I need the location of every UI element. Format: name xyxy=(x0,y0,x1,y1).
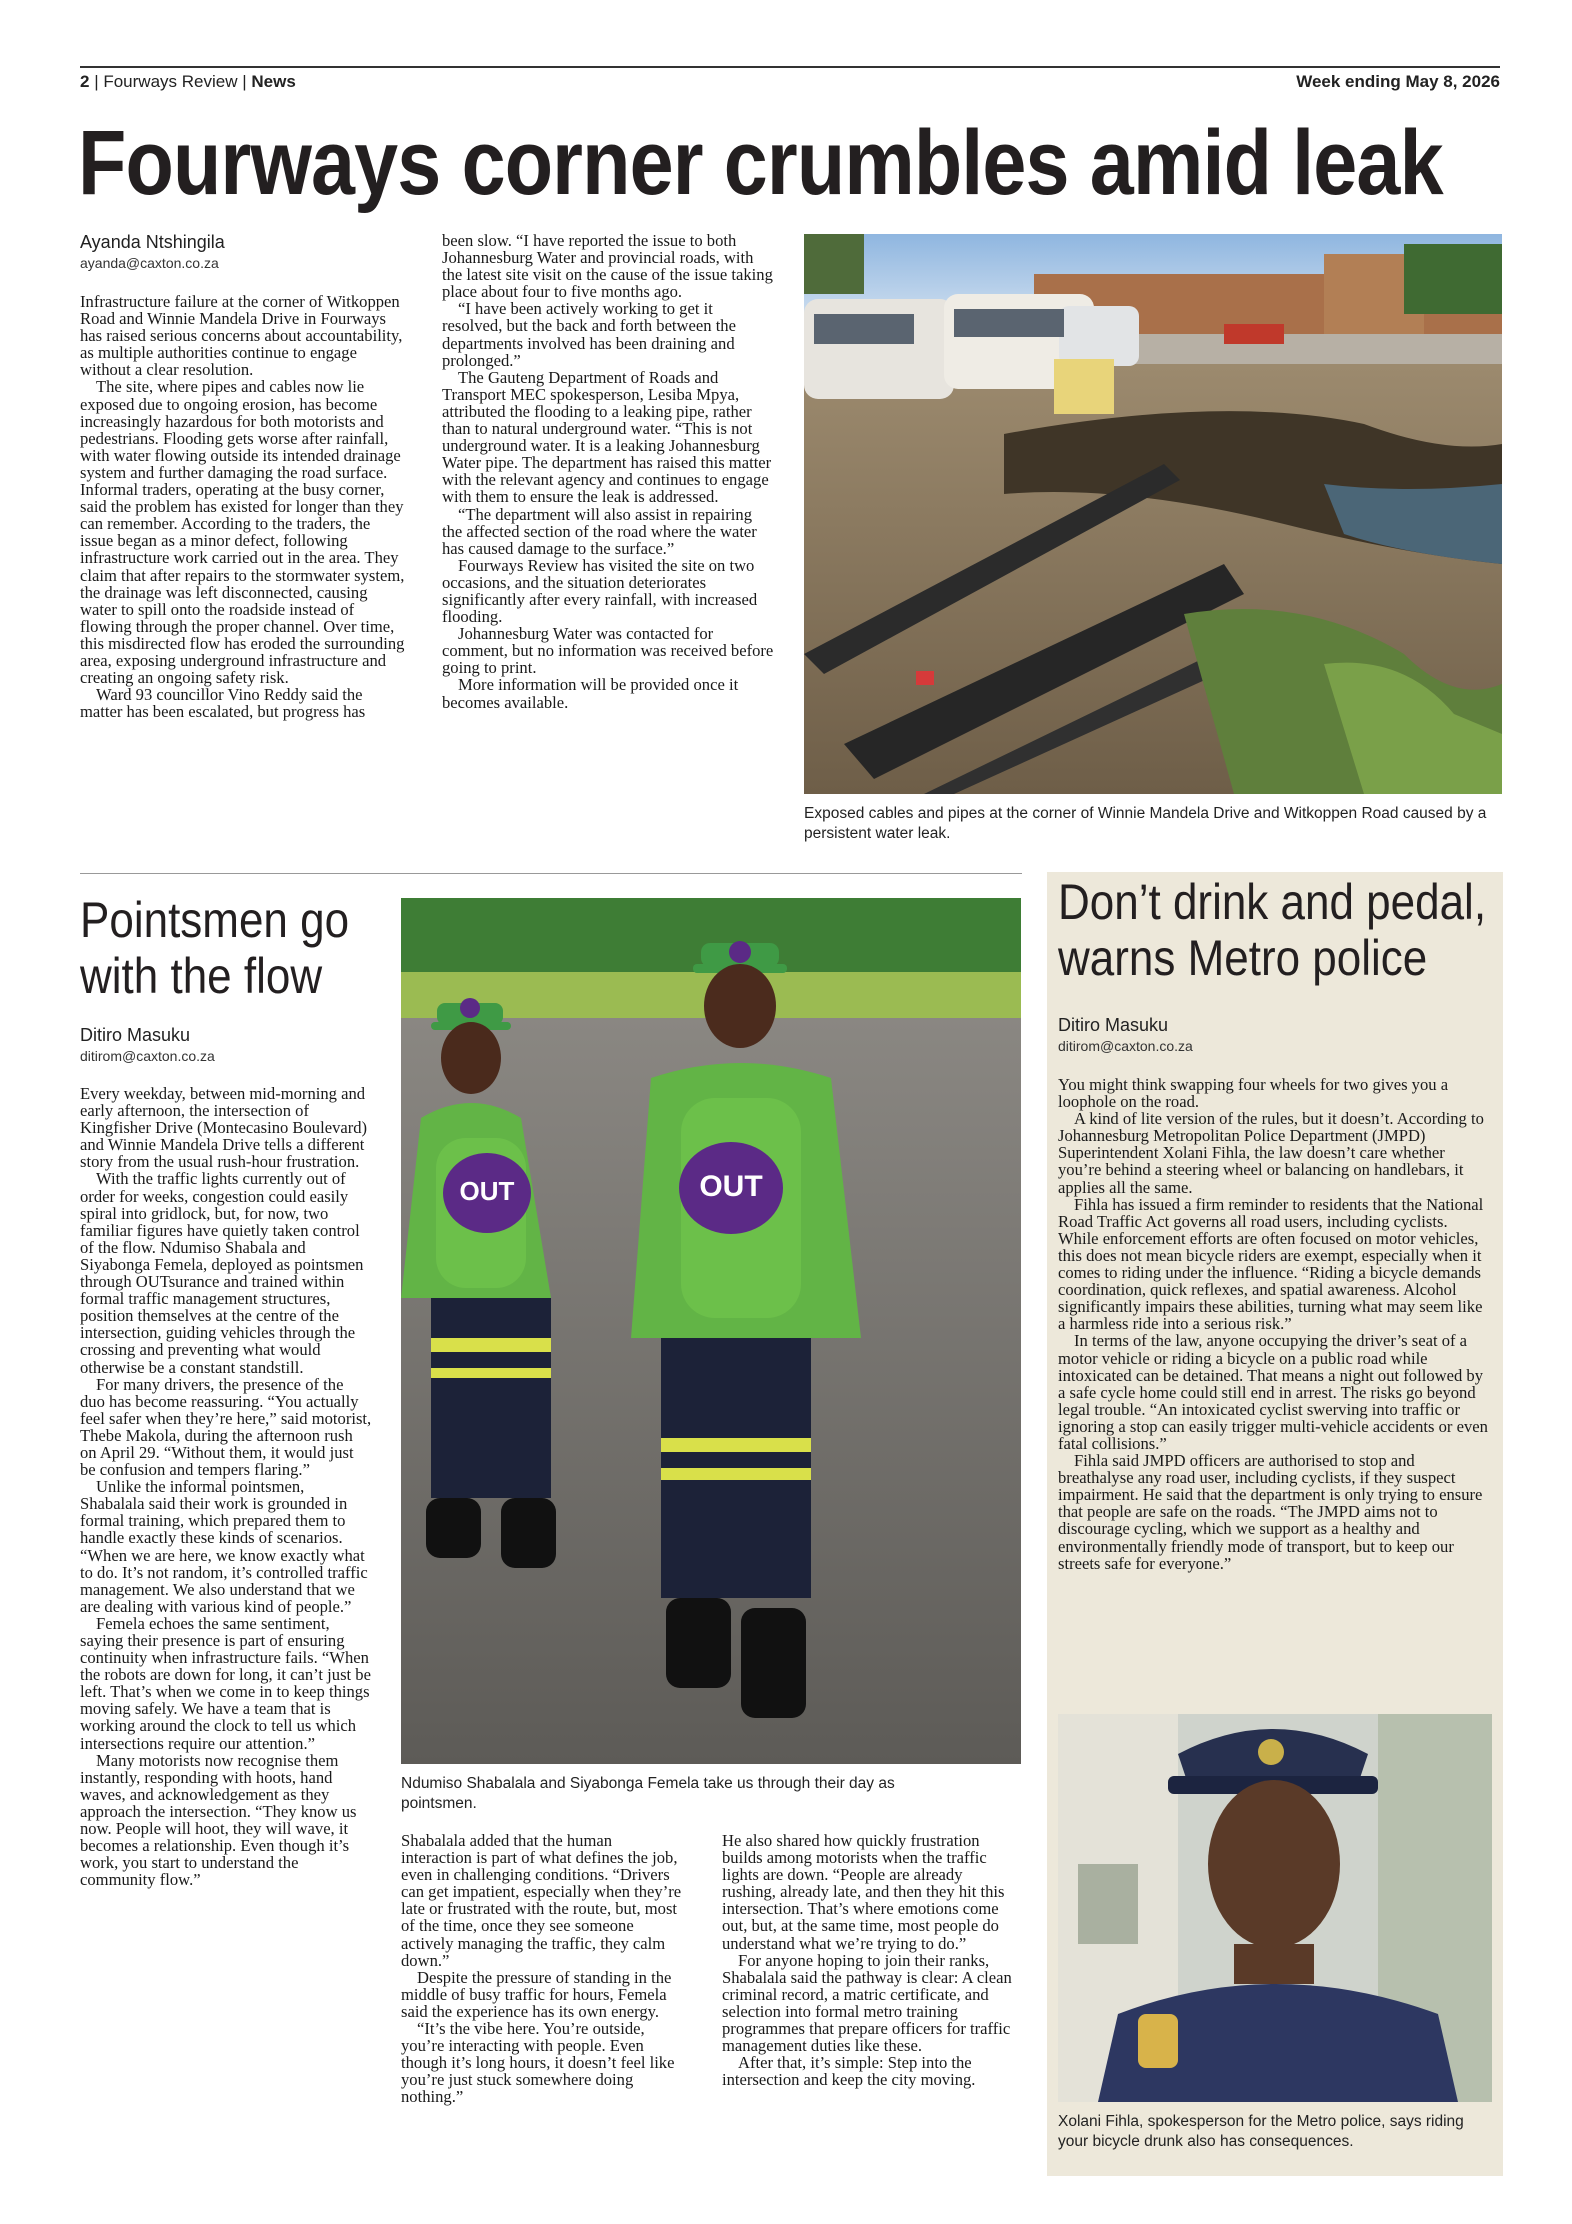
folio: 2 | Fourways Review | News xyxy=(80,72,296,91)
paragraph: A kind of lite version of the rules, but it doesn’t. According to Johannesburg Metropolitan Police Department (JMPD) Superintendent Xolani Fihla, the law doesn’t care whether you’re behind a steering wheel or balancing on handlebars, it applies all the same. xyxy=(1058,1109,1484,1197)
fihla-photo-caption: Xolani Fihla, spokesperson for the Metro police, says riding your bicycle drunk also has consequences. xyxy=(1058,2113,1464,2150)
publication-name: Fourways Review xyxy=(103,72,238,91)
paragraph: “The department will also assist in repairing the affected section of the road where the water has caused damage to the surface.” xyxy=(442,504,757,558)
paragraph: The site, where pipes and cables now lie exposed due to ongoing erosion, has become increasingly hazardous for both motorists and pedestrians. Flooding gets worse after rainfall, with water flowing outside its intended drainage system and further damaging the road surface. Informal traders, operating at the busy corner, said the problem has existed for longer than they can remember. According to the traders, the issue began as a minor defect, following infrastructure work carried out in the area. They claim that after repairs to the stormwater system, the drainage was left disconnected, causing water to spill onto the roadside instead of flowing through the proper channel. Over time, this misdirected flow has eroded the surrounding area, exposing underground infrastructure and creating an ongoing safety risk. xyxy=(80,377,405,688)
paragraph: For many drivers, the presence of the duo has become reassuring. “You actually feel safer when they’re here,” said motorist, Thebe Makola, during the afternoon rush on April 29. “Without them, it would just be confusion and tempers flaring.” xyxy=(80,1374,372,1480)
leak-site-photo xyxy=(804,234,1502,794)
issue-date: Week ending May 8, 2026 xyxy=(1296,72,1500,91)
paragraph: Fihla said JMPD officers are authorised to stop and breathalyse any road user, including cyclists, if they suspect impairment. He said that the department is only trying to ensure that people are safe on the roads. “The JMPD aims not to discourage cycling, which we support as a healthy and environmentally friendly mode of transport, but to keep our streets safe for everyone.” xyxy=(1058,1451,1483,1573)
section-divider xyxy=(80,873,1022,874)
author-email: ditirom@caxton.co.za xyxy=(1058,1038,1193,1054)
pointsmen-image xyxy=(401,898,1021,1764)
paragraph: Infrastructure failure at the corner of Witkoppen Road and Winnie Mandela Drive in Fourways has raised serious concerns about accountability, as multiple authorities continue to engage without a clear resolution. xyxy=(80,292,403,380)
paragraph: been slow. “I have reported the issue to both Johannesburg Water and provincial roads, with the latest site visit on the cause of the issue taking place about four to five months ago. xyxy=(442,231,773,302)
paragraph: Every weekday, between mid-morning and early afternoon, the intersection of Kingfisher Drive (Montecasino Boulevard) and Winnie Mandela Drive tells a different story from the usual rush-hour frustration. xyxy=(80,1084,368,1172)
vest-logo-left: OUT xyxy=(459,1176,515,1206)
section-name: News xyxy=(251,72,296,91)
story1-byline xyxy=(80,232,382,271)
paragraph: Femela echoes the same sentiment, saying their presence is part of ensuring continuity when infrastructure fails. “When the robots are down for long, it can’t just be left. That’s when we come in to keep things moving safely. We have a team that is working around the clock to tell us which intersections require our attention.” xyxy=(80,1613,371,1753)
author-email: ayanda@caxton.co.za xyxy=(80,255,219,271)
paragraph: Fihla has issued a firm reminder to residents that the National Road Traffic Act governs all road users, including cyclists. While enforcement efforts are often focused on motor vehicles, this does not mean bicycle riders are exempt, especially when it comes to riding under the influence. “Riding a bicycle demands coordination, quick reflexes, and spatial awareness. Alcohol significantly impairs these abilities, turning what may seem like a harmless ride into a serious risk.” xyxy=(1058,1194,1484,1334)
paragraph: “It’s the vibe here. You’re outside, you’re interacting with people. Even though it’s long hours, it doesn’t feel like you’re just stuck somewhere doing nothing.” xyxy=(401,2019,675,2107)
main-headline: Fourways corner crumbles amid leak xyxy=(78,112,1443,214)
pointsmen-photo xyxy=(401,898,1021,1764)
author-name: Ayanda Ntshingila xyxy=(80,232,225,252)
paragraph: After that, it’s simple: Step into the intersection and keep the city moving. xyxy=(722,2053,976,2090)
officer-portrait-image xyxy=(1058,1714,1492,2102)
story3-byline xyxy=(1058,1015,1358,1054)
leak-photo-caption: Exposed cables and pipes at the corner of Winnie Mandela Drive and Witkoppen Road caused by a persistent water leak. xyxy=(804,805,1487,842)
paragraph: He also shared how quickly frustration builds among motorists when the traffic lights are down. “People are already rushing, already late, and then they hit this intersection. That’s where emotions come out, but, at the same time, most people do understand what we’re trying to do.” xyxy=(722,1831,1005,1953)
metro-police-headline: Don’t drink and pedal, warns Metro police xyxy=(1058,874,1487,986)
pointsmen-headline: Pointsmen go with the flow xyxy=(80,892,350,1004)
paragraph: Ward 93 councillor Vino Reddy said the matter has been escalated, but progress has xyxy=(80,685,366,722)
fihla-photo xyxy=(1058,1714,1492,2102)
author-email: ditirom@caxton.co.za xyxy=(80,1048,215,1064)
author-name: Ditiro Masuku xyxy=(1058,1015,1169,1035)
story3-column xyxy=(1058,1076,1488,1572)
paragraph: In terms of the law, anyone occupying the driver’s seat of a motor vehicle or riding a bicycle on a public road while intoxicated can be detained. That means a night out followed by a safe cycle home could still end in arrest. The risks go beyond legal trouble. “An intoxicated cyclist swerving into traffic or ignoring a stop can easily trigger multi-vehicle accidents or even fatal collisions.” xyxy=(1058,1331,1488,1453)
paragraph: Fourways Review has visited the site on two occasions, and the situation deteriorates significantly after every rainfall, with increased flooding. xyxy=(442,555,758,627)
story1-column-1 xyxy=(80,293,406,720)
paragraph: “I have been actively working to get it resolved, but the back and forth between the departments involved has been draining and prolonged.” xyxy=(442,299,736,370)
paragraph: Shabalala added that the human interaction is part of what defines the job, even in challenging conditions. “Drivers can get impatient, especially when they’re late or frustrated with the route, but, most of the time, once they see someone actively managing the traffic, they calm down.” xyxy=(401,1831,682,1970)
story2-byline xyxy=(80,1025,380,1064)
paragraph: Johannesburg Water was contacted for comment, but no information was received before going to print. xyxy=(442,624,774,678)
paragraph: For anyone hoping to join their ranks, Shabalala said the pathway is clear: A clean criminal record, a matric certificate, and selection into formal metro training programmes that prepare officers for traffic management duties like these. xyxy=(722,1950,1012,2056)
exposed-pipes-image xyxy=(804,234,1502,794)
page-header xyxy=(80,66,1500,92)
paragraph: With the traffic lights currently out of order for weeks, congestion could easily spiral into gridlock, but, for now, two familiar figures have quietly taken control of the flow. Ndumiso Shabala and Siyabonga Femela, deployed as pointsmen through OUTsurance and trained within formal traffic management structures, position themselves at the centre of the intersection, guiding vehicles through the crossing and preventing what would otherwise be a constant standstill. xyxy=(80,1169,364,1377)
page-number: 2 xyxy=(80,72,90,91)
author-name: Ditiro Masuku xyxy=(80,1025,191,1045)
paragraph: Many motorists now recognise them instantly, responding with hoots, hand waves, and acknowledgement as they approach the intersection. “They know us now. People will hoot, they will wave, it becomes a relationship. Even though it’s work, you start to understand the community flow.” xyxy=(80,1750,357,1890)
paragraph: More information will be provided once it becomes available. xyxy=(442,675,739,712)
story2-column-1 xyxy=(80,1085,372,1888)
paragraph: Despite the pressure of standing in the middle of busy traffic for hours, Femela said the experience has its own energy. xyxy=(401,1967,672,2021)
story2-column-3 xyxy=(722,1832,1018,2088)
paragraph: Unlike the informal pointsmen, Shabalala said their work is grounded in formal training, which prepared them to handle exactly these kinds of scenarios. “When we are here, we know exactly what to do. It’s not random, it’s controlled traffic management. We also understand that we are dealing with various kind of people.” xyxy=(80,1477,368,1616)
pointsmen-photo-caption: Ndumiso Shabalala and Siyabonga Femela take us through their day as pointsmen. xyxy=(401,1775,895,1812)
paragraph: The Gauteng Department of Roads and Transport MEC spokesperson, Lesiba Mpya, attributed the flooding to a leaking pipe, rather than to natural underground water. “This is not underground water. It is a leaking Johannesburg Water pipe. The department has raised this matter with the relevant agency and continues to engage with them to ensure the leak is addressed. xyxy=(442,367,772,507)
story1-column-2 xyxy=(442,232,774,711)
vest-logo-right: OUT xyxy=(699,1170,763,1203)
paragraph: You might think swapping four wheels for two gives you a loophole on the road. xyxy=(1058,1075,1449,1112)
story2-column-2 xyxy=(401,1832,683,2106)
